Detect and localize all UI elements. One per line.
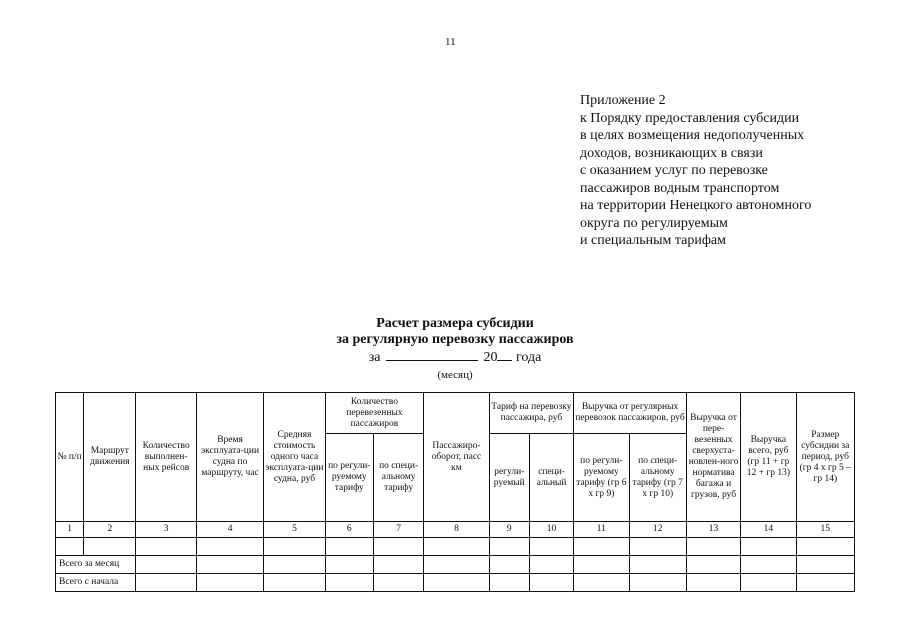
table-cell <box>264 556 325 574</box>
header-group-cell: Количество перевезенных пассажиров <box>325 393 424 434</box>
month-note: (месяц) <box>437 369 473 381</box>
table-cell <box>84 538 136 556</box>
table-cell <box>574 538 629 556</box>
column-number: 12 <box>629 522 686 538</box>
table-cell <box>741 556 796 574</box>
table-cell <box>489 556 529 574</box>
table-cell <box>629 556 686 574</box>
table-cell <box>136 556 196 574</box>
period-suffix: года <box>515 350 542 365</box>
page-number: 11 <box>445 36 456 48</box>
appendix-line: в целях возмещения недополученных <box>580 128 805 143</box>
header-cell: Маршрут движения <box>84 393 136 522</box>
period-prefix: за <box>368 350 381 365</box>
table-cell <box>325 538 373 556</box>
table-cell <box>489 538 529 556</box>
table-cell <box>796 574 854 592</box>
period-line <box>255 349 655 366</box>
table-cell <box>196 538 263 556</box>
column-number: 2 <box>84 522 136 538</box>
table-cell <box>196 574 263 592</box>
month-blank-field <box>386 349 478 361</box>
table-cell <box>796 556 854 574</box>
table-cell <box>325 556 373 574</box>
table-cell <box>325 574 373 592</box>
table-cell <box>529 556 573 574</box>
subsidy-calculation-table <box>55 392 855 592</box>
document-title-line2: за регулярную перевозку пассажиров <box>336 332 574 347</box>
header-cell: Средняя стоимость одного часа эксплуата-ции судна, руб <box>264 393 325 522</box>
header-cell: Размер субсидии за период, руб (гр 4 х гр 5 – гр 14) <box>796 393 854 522</box>
document-title-line1: Расчет размера субсидии <box>376 316 534 331</box>
column-number: 6 <box>325 522 373 538</box>
header-cell: специ-альный <box>529 434 573 522</box>
column-number: 5 <box>264 522 325 538</box>
table-cell <box>264 538 325 556</box>
appendix-line: Приложение 2 <box>580 93 666 108</box>
table-cell <box>529 574 573 592</box>
column-number-row <box>56 522 855 538</box>
header-group-cell: Тариф на перевозку пассажира, руб <box>489 393 574 434</box>
header-cell: Время эксплуата-ции судна по маршруту, час <box>196 393 263 522</box>
table-cell <box>373 556 423 574</box>
table-cell <box>574 574 629 592</box>
table-cell <box>686 556 740 574</box>
table-cell <box>741 538 796 556</box>
table-cell <box>373 574 423 592</box>
calculation-heading <box>255 316 655 383</box>
table-cell <box>629 538 686 556</box>
table-cell <box>629 574 686 592</box>
appendix-note <box>580 92 880 250</box>
header-group-cell: Выручка от регулярных перевозок пассажиров, руб <box>574 393 687 434</box>
table-cell <box>796 538 854 556</box>
total-month-label: Всего за месяц <box>56 556 136 574</box>
table-cell <box>741 574 796 592</box>
header-cell: Выручка от пере-везенных сверхуста-новлен-ного норматива багажа и грузов, руб <box>686 393 740 522</box>
column-number: 8 <box>424 522 489 538</box>
column-number: 11 <box>574 522 629 538</box>
table-cell <box>686 574 740 592</box>
appendix-line: доходов, возникающих в связи <box>580 145 763 161</box>
header-cell: по специ-альному тарифу (гр 7 х гр 10) <box>629 434 686 522</box>
appendix-line: пассажиров водным транспортом <box>580 180 780 196</box>
table-cell <box>529 538 573 556</box>
table-cell <box>489 574 529 592</box>
column-number: 1 <box>56 522 84 538</box>
header-cell: Количество выполнен-ных рейсов <box>136 393 196 522</box>
table-row-total-from-start <box>56 574 855 592</box>
table-cell <box>424 538 489 556</box>
table-row-total-month <box>56 556 855 574</box>
header-cell: Пассажиро-оборот, пасс км <box>424 393 489 522</box>
table-cell <box>424 574 489 592</box>
header-cell: по специ-альному тарифу <box>373 434 423 522</box>
column-number: 4 <box>196 522 263 538</box>
header-cell: по регули-руемому тарифу (гр 6 х гр 9) <box>574 434 629 522</box>
table-cell <box>424 556 489 574</box>
appendix-line: и специальным тарифам <box>580 233 727 248</box>
column-number: 15 <box>796 522 854 538</box>
column-number: 7 <box>373 522 423 538</box>
header-cell: по регули-руемому тарифу <box>325 434 373 522</box>
column-number: 13 <box>686 522 740 538</box>
year-blank-field <box>497 349 512 361</box>
table-cell <box>264 574 325 592</box>
header-cell: Выручка всего, руб (гр 11 + гр 12 + гр 13) <box>741 393 796 522</box>
header-cell: № п/п <box>56 393 84 522</box>
column-number: 9 <box>489 522 529 538</box>
appendix-line: к Порядку предоставления субсидии <box>580 110 800 126</box>
appendix-line: округа по регулируемым <box>580 215 728 231</box>
table-cell <box>136 574 196 592</box>
total-from-start-label: Всего с начала <box>56 574 136 592</box>
table-cell <box>373 538 423 556</box>
appendix-line: с оказанием услуг по перевозке <box>580 163 768 178</box>
table-cell <box>196 556 263 574</box>
table-cell <box>574 556 629 574</box>
column-number: 10 <box>529 522 573 538</box>
appendix-line: на территории Ненецкого автономного <box>580 198 812 213</box>
column-number: 14 <box>741 522 796 538</box>
table-cell <box>686 538 740 556</box>
table-row-blank <box>56 538 855 556</box>
table-cell <box>136 538 196 556</box>
header-cell: регули-руемый <box>489 434 529 522</box>
column-number: 3 <box>136 522 196 538</box>
period-year: 20 <box>483 350 498 365</box>
table-cell <box>56 538 84 556</box>
header-row <box>56 393 855 434</box>
